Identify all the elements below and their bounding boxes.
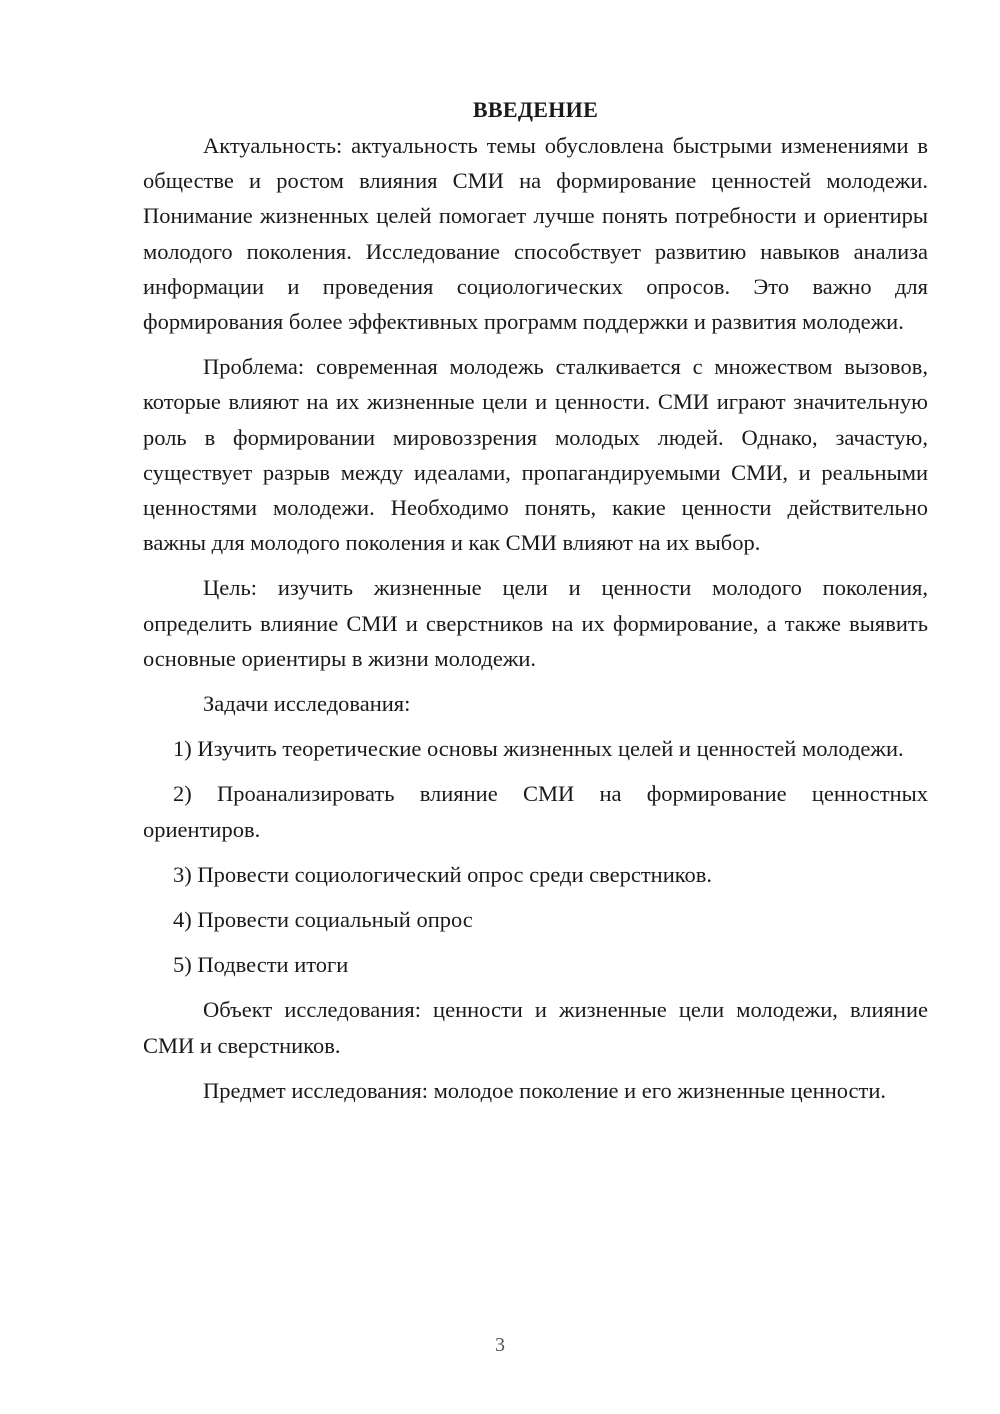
document-title: ВВЕДЕНИЕ [472,97,599,122]
list-item: 5) Подвести итоги [173,952,349,978]
problem-paragraph: Проблема: современная молодежь сталкивается с множеством вызовов, которые влияют на их жизненные цели и ценности. СМИ играют значительную роль в формировании мировоззрения молодых людей. Однако, зачастую, существует разрыв между идеалами, пропагандируемыми СМИ, и реальными ценностями молодежи. Необходимо понять, какие ценности действительно важны для молодого поколения и как СМИ влияют на их выбор. [143,354,928,556]
subject-paragraph: Предмет исследования: молодое поколение и его жизненные ценности. [203,1077,887,1103]
page-number: 3 [495,1334,505,1356]
tasks-heading: Задачи исследования: [203,691,411,717]
object-paragraph: Объект исследования: ценности и жизненные цели молодежи, влияние СМИ и сверстников. [143,997,928,1058]
list-item: 3) Провести социологический опрос среди сверстников. [173,861,713,887]
document-page [143,92,928,1108]
list-item: 1) Изучить теоретические основы жизненных целей и ценностей молодежи. [173,736,904,762]
list-item: 2) Проанализировать влияние СМИ на формирование ценностных ориентиров. [143,781,928,842]
relevance-paragraph: Актуальность: актуальность темы обусловлена быстрыми изменениями в обществе и ростом влияния СМИ на формирование ценностей молодежи. Понимание жизненных целей помогает лучше понять потребности и ориентиры молодого поколения. Исследование способствует развитию навыков анализа информации и проведения социологических опросов. Это важно для формирования более эффективных программ поддержки и развития молодежи. [143,133,928,335]
tasks-list [143,731,928,982]
goal-paragraph: Цель: изучить жизненные цели и ценности молодого поколения, определить влияние СМИ и сверстников на их формирование, а также выявить основные ориентиры в жизни молодежи. [143,575,928,671]
list-item: 4) Провести социальный опрос [173,907,473,933]
